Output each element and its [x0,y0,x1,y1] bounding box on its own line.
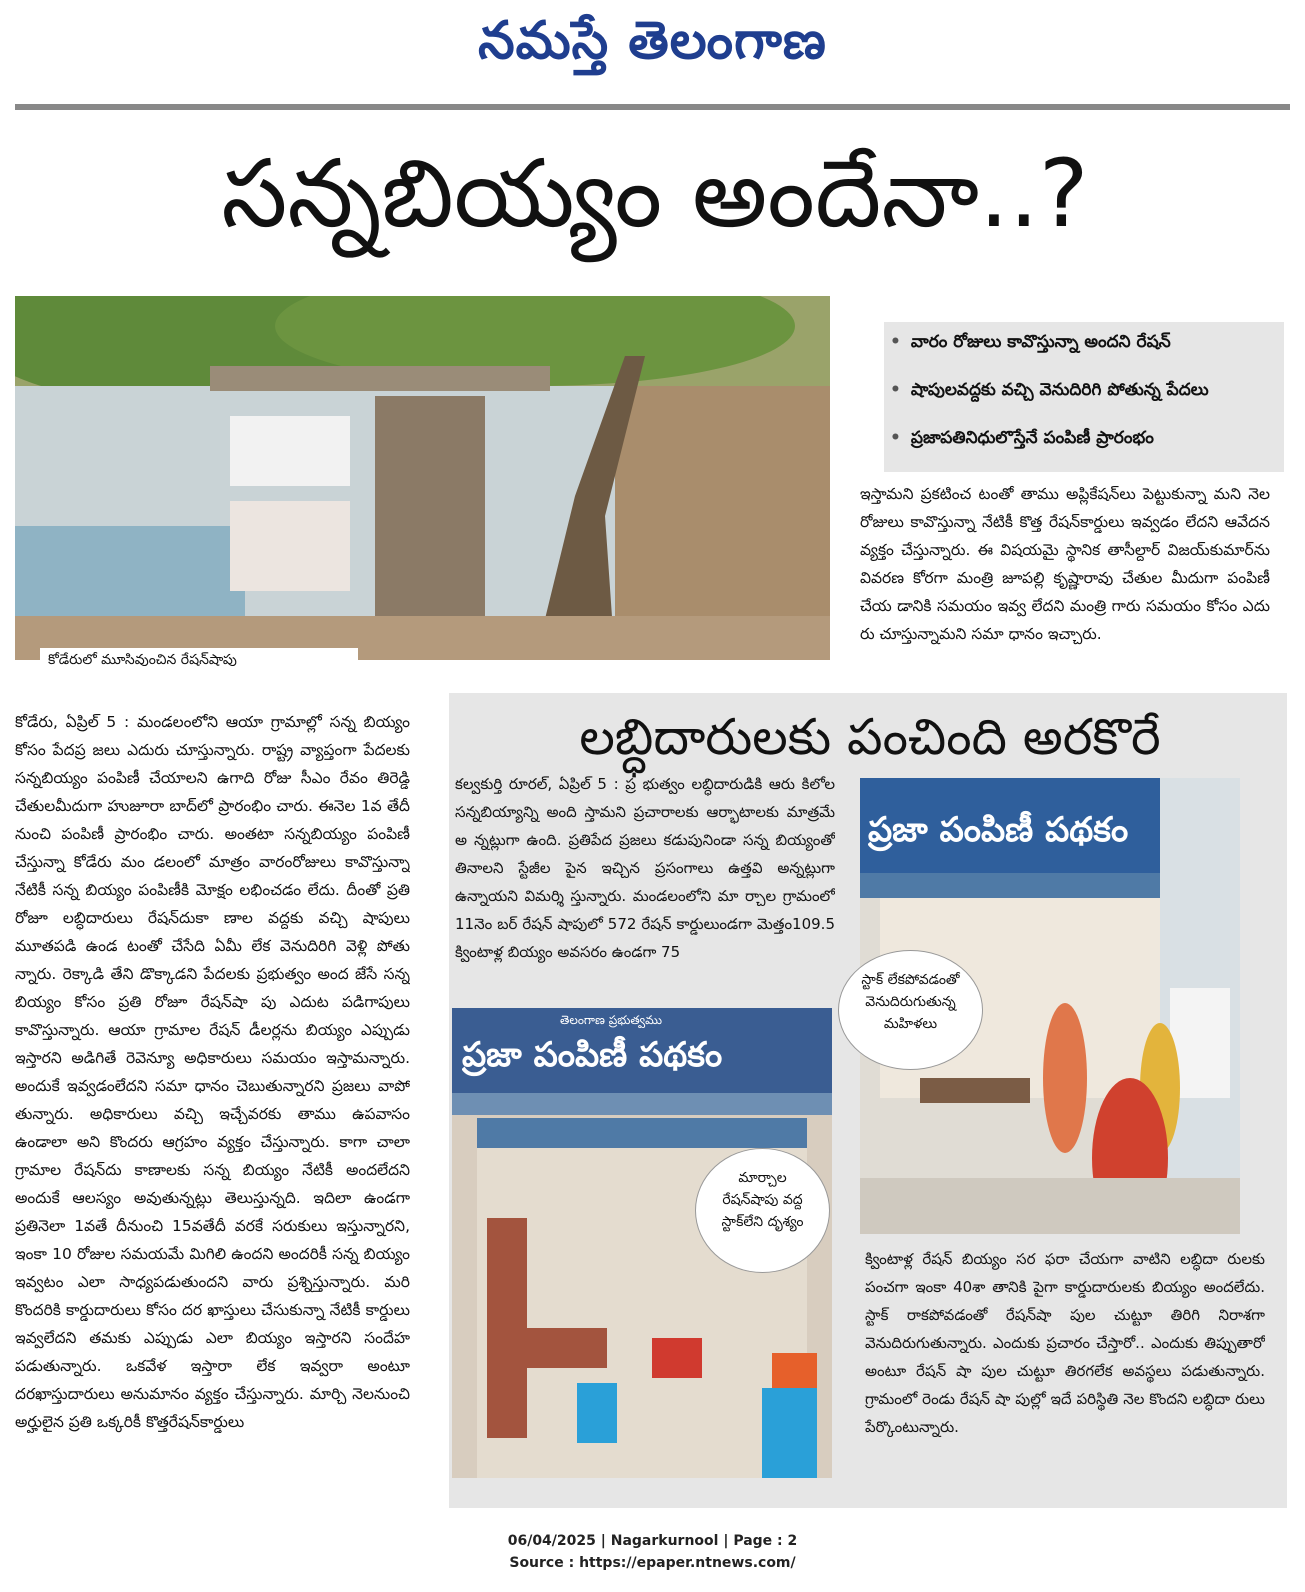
left-article-text: కోడేరు, ఏప్రిల్ 5 : మండలంలోని ఆయా గ్రామాల్లో సన్న బియ్యం కోసం పేదప్ర జలు ఎదురు చూస్తున్నారు. రాష్ట్ర వ్యాప్తంగా పేదలకు సన్నబియ్యం పంపిణీ చేయాలని ఉగాది రోజు సీఎం రేవం తిరెడ్డి చేతులమీదుగా హుజూరా బాద్‌లో ప్రారంభిం చారు. ఈనెల 1వ తేదీ నుంచి పంపిణీ ప్రారంభిం చారు. అంతటా సన్నబియ్యం పంపిణీ చేస్తున్నా కోడేరు మం డలంలో మాత్రం వారంరోజులు కావొస్తున్నా నేటికీ సన్న బియ్యం పంపిణీకి మోక్షం లభించడం లేదు. దీంతో ప్రతి రోజూ లబ్ధిదారులు రేషన్‌దుకా ణాల వద్దకు వచ్చి షాపులు మూతపడి ఉండ టంతో చేసేది ఏమీ లేక వెనుదిరిగి వెళ్లి పోతు న్నారు. రెక్కాడి తేని డొక్కాడని పేదలకు ప్రభుత్వం అంద జేసే సన్న బియ్యం కోసం ప్రతి రోజూ రేషన్‌షా పు ఎదుట పడిగాపులు కావొస్తున్నారు. ఆయా గ్రామాల రేషన్ డీలర్లను బియ్యం ఎప్పుడు ఇస్తారని అడిగితే రెవెన్యూ అధికారులు సమయం ఇస్తామన్నారు. అందుకే ఇవ్వడంలేదని సమా ధానం చెబుతున్నారని ప్రజలు వాపో తున్నారు. అధికారులు వచ్చి ఇచ్చేవరకు తాము ఉపవాసం ఉండాలా అని కొందరు ఆగ్రహం వ్యక్తం చేస్తున్నారు. కాగా చాలా గ్రామాల రేషన్‌దు కాణాలకు సన్న బియ్యం నేటికీ అందలేదని అందుకే ఆలస్యం అవుతున్నట్లు తెలుస్తున్నది. ఇదిలా ఉండగా ప్రతినెలా 1వతే దీనుంచి 15వతేదీ వరకే సరుకులు ఇస్తున్నారని, ఇంకా 10 రోజుల సమయమే మిగిలి ఉందని అందరికీ సన్న బియ్యం ఇవ్వటం ఎలా సాధ్యపడుతుందని వారు ప్రశ్నిస్తున్నారు. మరి కొందరికి కార్డుదారులు కోసం దర ఖాస్తులు చేసుకున్నా నేటికీ కార్డులు ఇవ్వలేదని తమకు ఎప్పుడు ఎలా బియ్యం ఇస్తారని సందేహ పడుతున్నారు. ఒకవేళ ఇస్తారా లేక ఇవ్వరా అంటూ దరఖాస్తుదారులు అనుమానం వ్యక్తం చేస్తున్నారు. మార్చి నెలనుంచి అర్హులైన ప్రతి ఒక్కరికీ కొత్తరేషన్‌కార్డులు [15,713,410,1431]
highlight-item: • వారం రోజులు కావొస్తున్నా అందని రేషన్ [890,322,1278,362]
highlight-item: • షాపులవద్దకు వచ్చి వెనుదిరిగి పోతున్న పేదలు [890,370,1278,410]
photo-caption: కోడేరులో మూసివుంచిన రేషన్‌షాపు [40,648,358,672]
masthead-logo: నమస్తే తెలంగాణ [478,10,827,71]
page-headline: సన్నబియ్యం అందేనా..? [221,140,1089,249]
highlight-item: • ప్రజాపతినిధులొస్తేనే పంపిణీ ప్రారంభం [890,418,1278,458]
second-story-headline: లబ్ధిదారులకు పంచింది అరకొరే [579,708,1161,766]
marchala-shop-sign-top: తెలంగాణ ప్రభుత్వము [560,1013,663,1027]
footer-date-edition: 06/04/2025 | Nagarkurnool | Page : 2 [507,1533,798,1549]
women-photo-shop-sign: ప్రజా పంపిణీ పథకం [868,810,1129,850]
masthead-rule [15,104,1290,110]
photo-bubble-left: మార్చాల రేషన్‌షాపు వద్ద స్టాక్‌లేని దృశ్యం [695,1148,830,1273]
second-story-continued: క్వింటాళ్ల రేషన్ బియ్యం సర ఫరా చేయగా వాటిని లబ్ధిదా రులకు పంచగా ఇంకా 40శా తానికి పైగా కార్డుదారులకు బియ్యం అందలేదు. స్టాక్ రాకపోవడంతో రేషన్‌షా పుల చుట్టూ తిరిగి నిరాశగా వెనుదిరుగుతున్నారు. ఎందుకు ప్రచారం చేస్తారో.. ఎందుకు తిప్పుతారో అంటూ రేషన్ షా పుల చుట్టూ తిరగలేక అవస్థలు పడుతున్నారు. గ్రామంలో రెండు రేషన్ షా పుల్లో ఇదే పరిస్థితి నెల కొందని లబ్ధిదా రులు పేర్కొంటున్నారు. [865,1250,1265,1436]
ration-shop-photo [15,296,830,660]
footer-source: Source : https://epaper.ntnews.com/ [509,1555,796,1571]
highlights-box [884,322,1284,472]
second-story-intro: కల్వకుర్తి రూరల్, ఏప్రిల్ 5 : ప్ర భుత్వం లబ్ధిదారుడికి ఆరు కిలోల సన్నబియ్యాన్ని అంది స్తామని ప్రచారాలకు ఆర్భాటాలకు మాత్రమే అ న్నట్లుగా ఉంది. ప్రతిపేద ప్రజలు కడుపునిండా సన్న బియ్యంతో తినాలని స్టేజీల పైన ఇచ్చిన ప్రసంగాలు ఉత్తవి అన్నట్లుగా ఉన్నాయని విమర్శి స్తున్నారు. మండలంలోని మా ర్చాల గ్రామంలో 11నెం బర్ రేషన్ షాపులో 572 రేషన్ కార్డులుండగా మెత్తం109.5 క్వింటాళ్ల బియ్యం అవసరం ఉండగా 75 [455,775,835,961]
photo-bubble-right: స్టాక్ లేకపోవడంతో వెనుదిరుగుతున్న మహిళలు [838,950,983,1070]
right-column-text: ఇస్తామని ప్రకటించ టంతో తాము అప్లికేషన్‌లు పెట్టుకున్నా మని నెల రోజులు కావొస్తున్నా నేటికీ కొత్త రేషన్‌కార్డులు ఇవ్వడం లేదని ఆవేదన వ్యక్తం చేస్తున్నారు. ఈ విషయమై స్థానిక తాసీల్దార్ విజయ్‌కుమార్‌ను వివరణ కోరగా మంత్రి జూపల్లి కృష్ణారావు చేతుల మీదుగా పంపిణీ చేయ డానికి సమయం ఇవ్వ లేదని మంత్రి గారు సమయం కోసం ఎదు రు చూస్తున్నామని సమా ధానం ఇచ్చారు. [860,485,1270,643]
marchala-shop-sign: ప్రజా పంపిణీ పథకం [462,1035,723,1075]
